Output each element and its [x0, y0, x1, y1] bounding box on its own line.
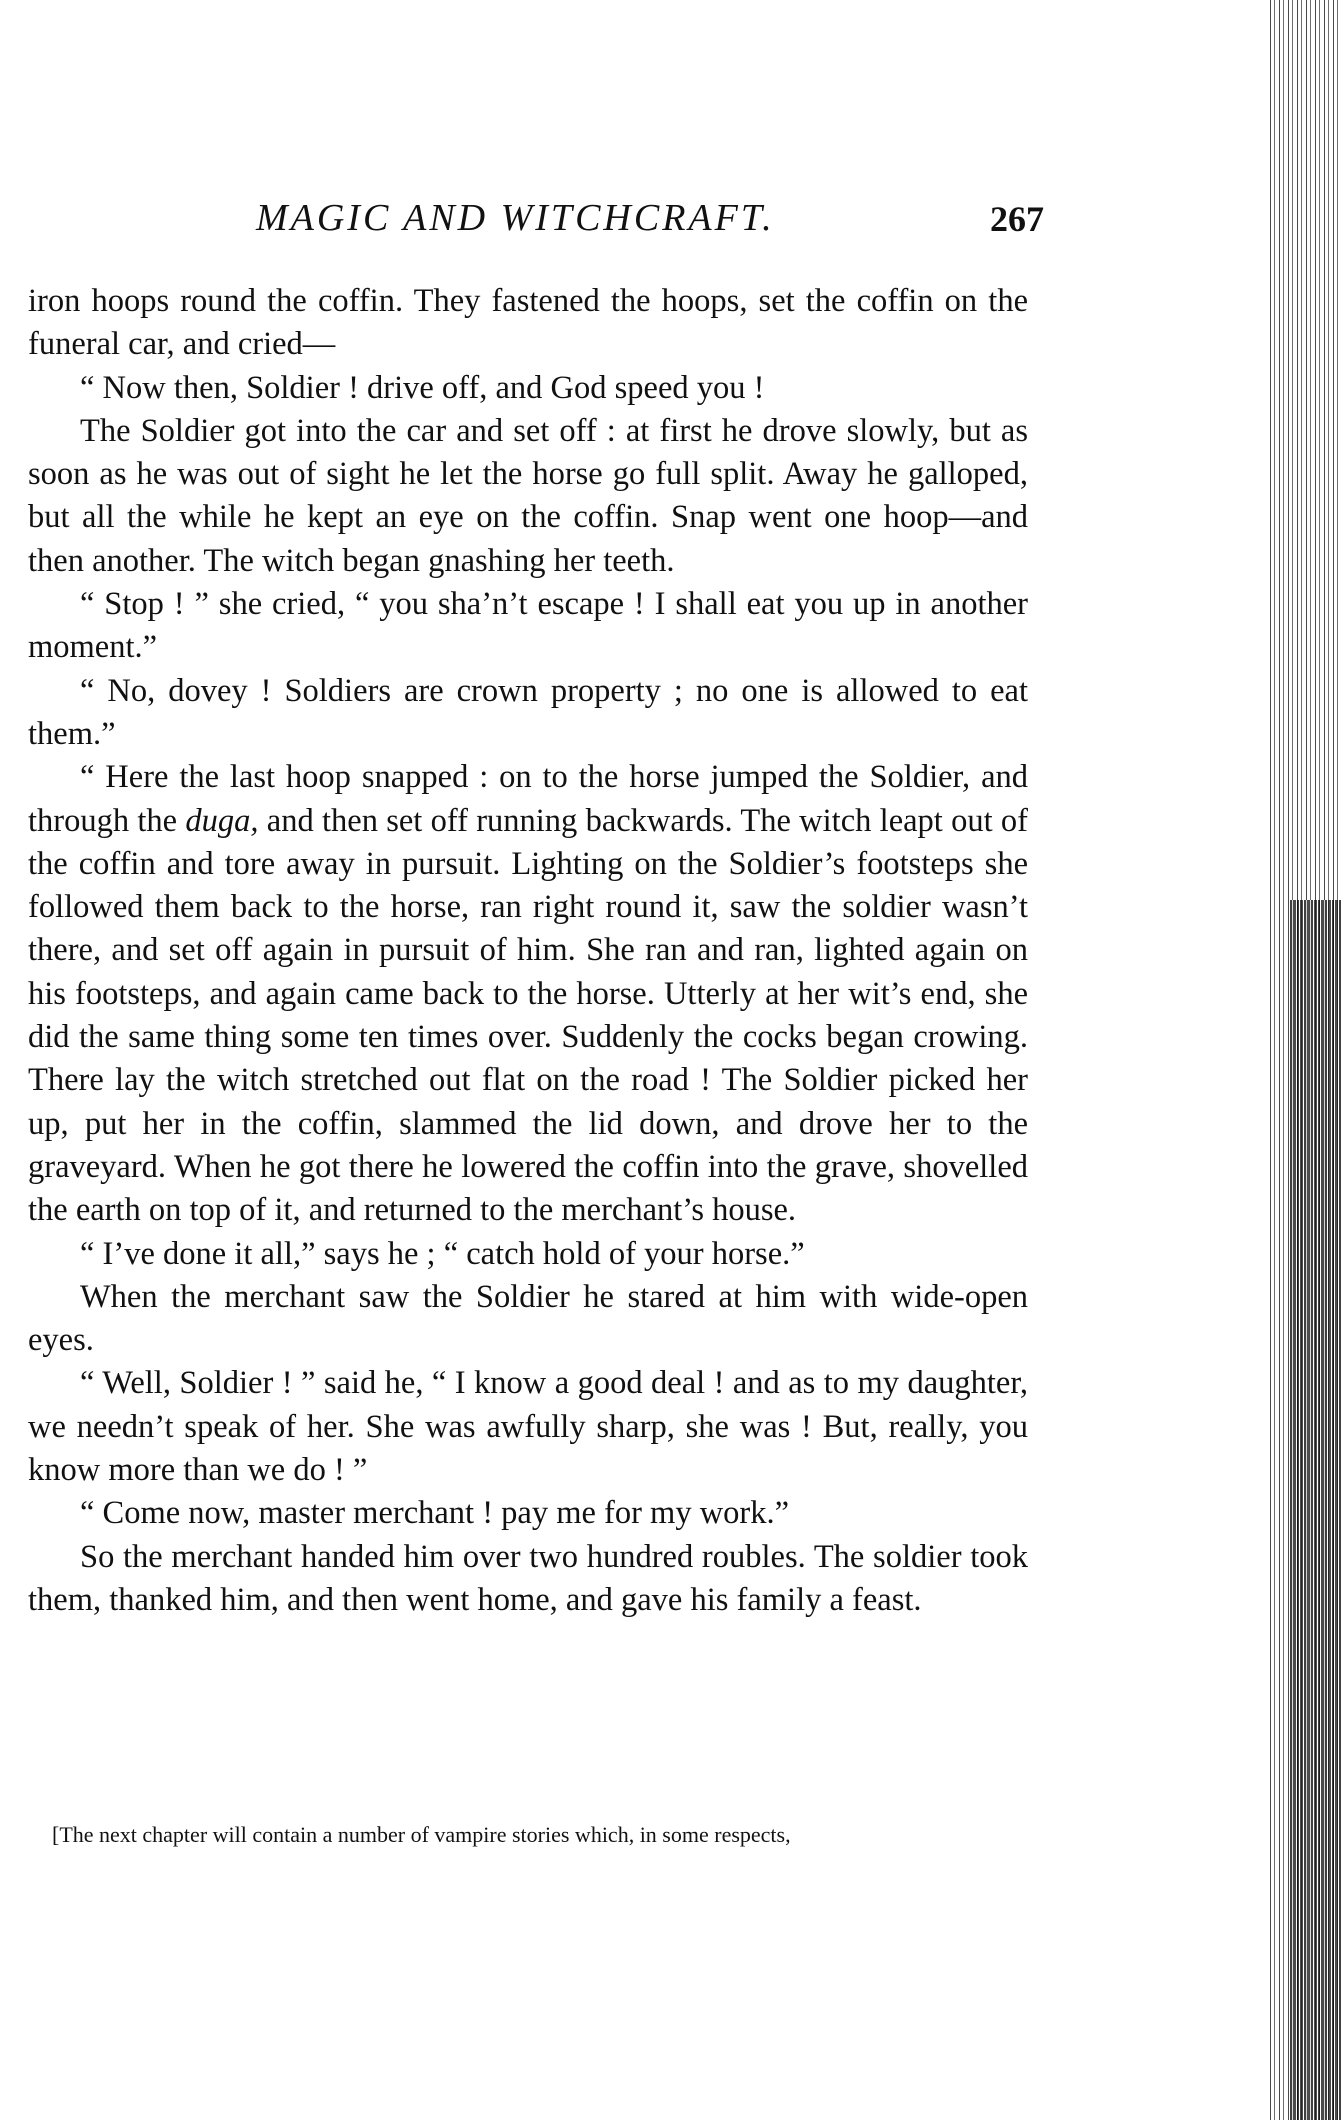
page-number: 267: [990, 199, 1044, 239]
footnote: [The next chapter will contain a number of vampire stories which, in some respects,: [52, 1822, 791, 1847]
paragraph: When the merchant saw the Soldier he stared at him with wide-open eyes.: [28, 1278, 1028, 1359]
paragraph-continuation: and then set off running backwards. The witch leapt out of the coffin and tore away in pursuit.: [28, 802, 1028, 882]
paragraph: “ No, dovey ! Soldiers are crown property ; no one is allowed to eat them.”: [28, 672, 1028, 752]
paragraph-with-italic: [28, 756, 1028, 1232]
paragraph: “ Well, Soldier ! ” said he, “ I know a good deal ! and as to my daughter, we needn’t speak of her. She was awfully sharp, she was ! But, really, you know more than we do ! ”: [28, 1365, 1028, 1489]
running-header: [28, 196, 1044, 256]
italic-word-duga: duga,: [185, 802, 259, 839]
paragraph: “ Now then, Soldier ! drive off, and God speed you !: [80, 369, 765, 406]
paragraph: “ Come now, master merchant ! pay me for my work.”: [80, 1495, 790, 1532]
paragraph: The Soldier got into the car and set off : at first he drove slowly, but as soon as he was out of sight he let the horse go full split. Away he galloped, but all the while he kept an eye on the coffin. Snap went one hoop—and then another. The witch began gnashing her teeth.: [28, 412, 1028, 579]
paragraph-lead: “ Here the last hoop snapped : on to the horse jumped the Soldier, and through the: [28, 759, 1028, 839]
paragraph: So the merchant handed him over two hundred roubles. The soldier took them, thanked him, and then went home, and gave his family a feast.: [28, 1538, 1028, 1618]
running-title: MAGIC AND WITCHCRAFT.: [256, 197, 775, 239]
paragraph: “ I’ve done it all,” says he ; “ catch hold of your horse.”: [80, 1235, 805, 1272]
binding-shadow: [1290, 900, 1341, 2120]
paragraph: iron hoops round the coffin. They fastened the hoops, set the coffin on the funeral car, and cried—: [28, 283, 1028, 363]
body-text: [28, 280, 1028, 1622]
paragraph-tail: Lighting on the Soldier’s footsteps she followed them back to the horse, ran right round it, saw the soldier wasn’t there, and set off again in pursuit of him. She ran and ran, lighted again on his footsteps, and again came back to the horse. Utterly at her wit’s end, she did the same thing some ten times over. Suddenly the cocks began crowing. There lay the witch stretched out flat on the road ! The Soldier picked her up, put her in the coffin, slammed the lid down, and drove her to the graveyard. When he got there he lowered the coffin into the grave, shovelled the earth on top of it, and returned to the merchant’s house.: [28, 845, 1028, 1229]
paragraph: “ Stop ! ” she cried, “ you sha’n’t escape ! I shall eat you up in another moment.”: [28, 586, 1028, 666]
